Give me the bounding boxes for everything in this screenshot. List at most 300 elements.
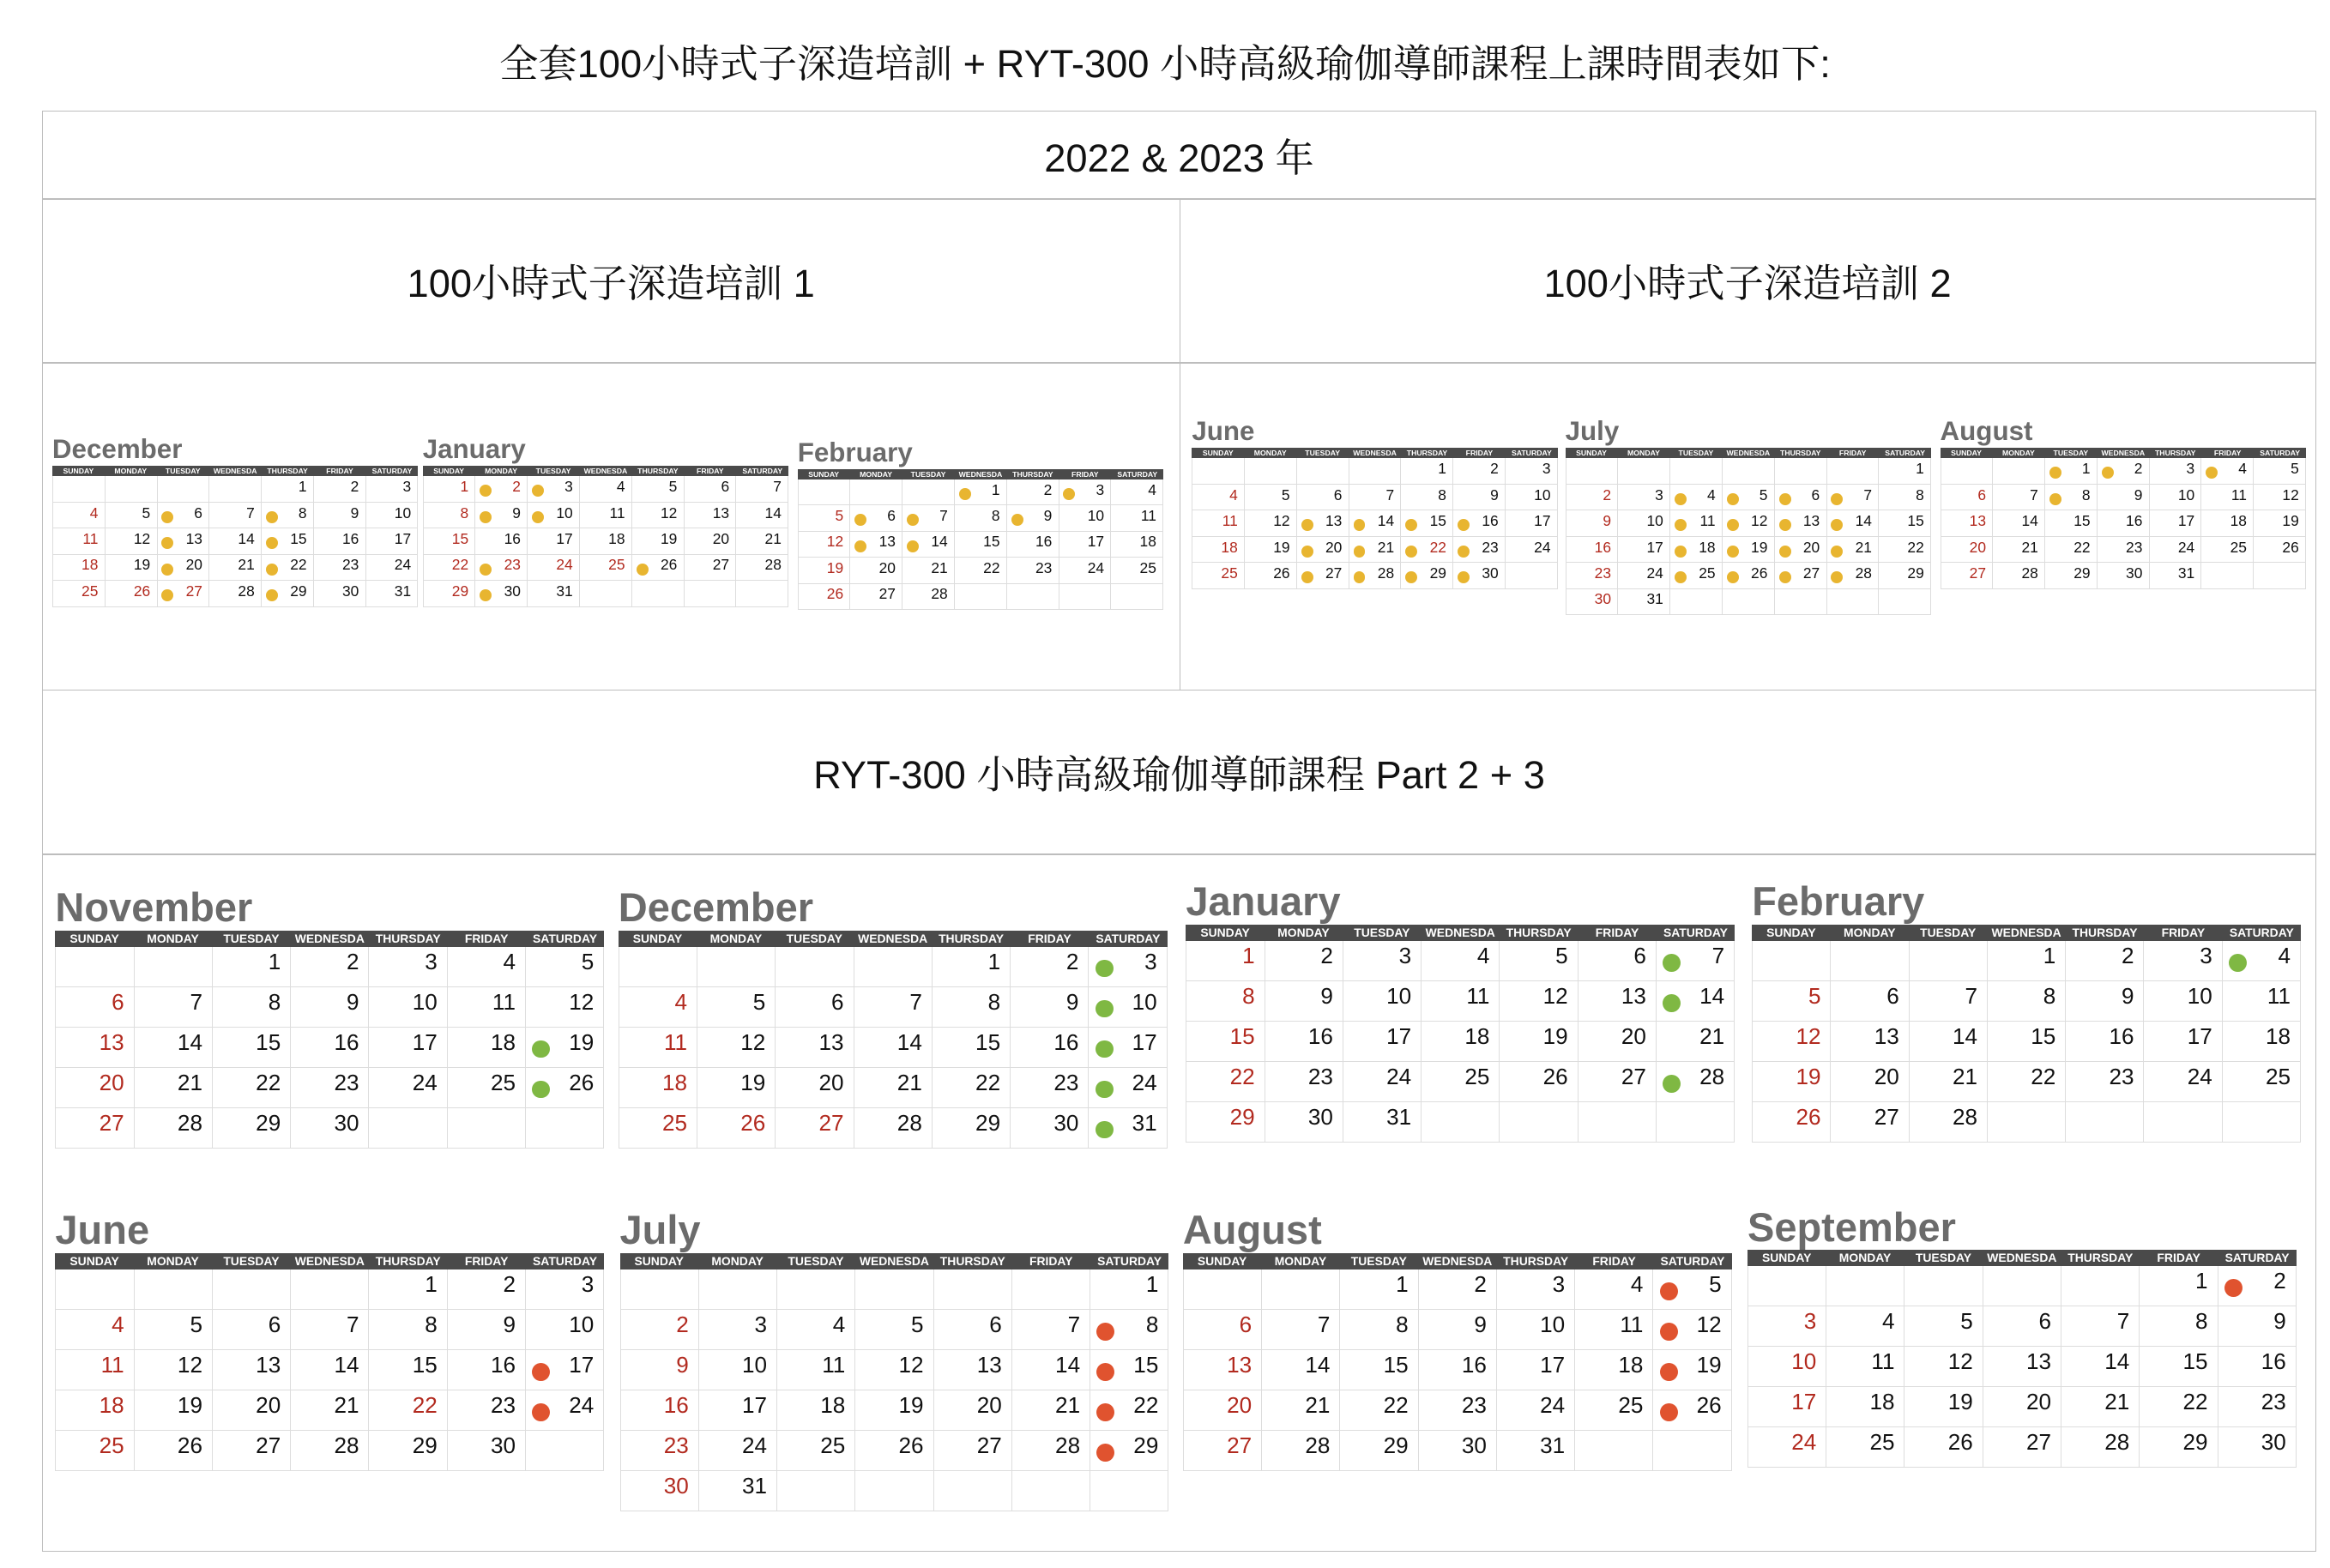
day-number: 27 <box>1969 564 1987 582</box>
day-number: 16 <box>504 529 521 547</box>
day-number: 22 <box>1133 1391 1159 1418</box>
day-cell <box>56 1310 134 1350</box>
day-number: 19 <box>2282 512 2299 530</box>
divider <box>1180 198 1181 690</box>
day-number: 19 <box>740 1069 766 1095</box>
day-cell <box>855 1350 933 1390</box>
day-cell <box>621 1310 699 1350</box>
day-number: 2 <box>1043 480 1053 498</box>
day-number: 23 <box>490 1391 516 1418</box>
day-number: 23 <box>2109 1063 2134 1089</box>
weekday-label: SATURDAY <box>1663 925 1728 939</box>
day-cell <box>2140 1427 2218 1468</box>
day-number: 8 <box>2043 982 2056 1009</box>
day-number: 24 <box>412 1069 438 1095</box>
day-cell <box>213 1108 291 1149</box>
day-cell <box>213 1350 291 1390</box>
day-cell <box>1575 1431 1653 1471</box>
weekday-label: THURSDAY <box>375 931 441 945</box>
weekday-label: TUESDAY <box>1678 449 1714 458</box>
day-number: 18 <box>1618 1351 1644 1378</box>
weekday-header <box>1752 925 2301 941</box>
day-cell <box>213 987 291 1028</box>
day-cell <box>1993 563 2045 588</box>
day-number: 14 <box>1377 512 1395 530</box>
day-number: 21 <box>1699 1022 1725 1049</box>
day-cell <box>1575 1310 1653 1350</box>
day-cell <box>1578 1102 1657 1143</box>
day-number: 17 <box>412 1028 438 1055</box>
day-number: 22 <box>1229 1063 1255 1089</box>
month-calendar <box>798 439 1164 610</box>
weekday-label: FRIDAY <box>326 467 353 476</box>
day-number: 23 <box>1594 564 1612 582</box>
day-cell <box>2066 1062 2144 1102</box>
day-number: 29 <box>256 1109 281 1136</box>
day-number: 7 <box>1317 1311 1331 1337</box>
day-number: 13 <box>1227 1351 1253 1378</box>
yellow-dot-icon <box>907 540 919 552</box>
day-number: 1 <box>460 478 469 496</box>
day-cell <box>1262 1269 1340 1310</box>
weekday-label: SUNDAY <box>1951 449 1982 458</box>
day-cell <box>902 584 955 610</box>
day-cell <box>369 947 447 987</box>
day-cell <box>685 476 737 502</box>
day-number: 4 <box>616 478 625 496</box>
day-number: 19 <box>1947 1389 1973 1415</box>
day-number: 26 <box>1542 1063 1568 1089</box>
day-cell <box>1419 1350 1497 1390</box>
day-cell <box>1879 589 1931 615</box>
day-number: 26 <box>569 1069 595 1095</box>
day-number: 28 <box>1855 564 1872 582</box>
weekday-label: MONDAY <box>1838 1251 1892 1265</box>
day-cell <box>291 1028 369 1068</box>
day-number: 24 <box>569 1391 595 1418</box>
day-number: 26 <box>898 1432 924 1458</box>
day-number: 28 <box>1305 1432 1331 1458</box>
day-number: 10 <box>742 1351 768 1378</box>
day-cell <box>1343 981 1422 1022</box>
day-cell <box>1826 1387 1904 1427</box>
day-cell <box>1184 1269 1262 1310</box>
day-cell <box>1419 1431 1497 1471</box>
day-number: 23 <box>504 556 521 574</box>
day-number: 27 <box>712 556 730 574</box>
yellow-dot-icon <box>1779 493 1791 505</box>
weekday-label: MONDAY <box>485 467 517 476</box>
day-cell <box>699 1269 777 1310</box>
day-cell <box>1723 458 1775 484</box>
day-cell <box>1910 981 1988 1022</box>
day-cell <box>53 555 106 581</box>
weekday-label: FRIDAY <box>2161 925 2206 939</box>
day-cell <box>1089 1108 1167 1149</box>
day-cell <box>1497 1431 1575 1471</box>
day-number: 19 <box>898 1391 924 1418</box>
day-number: 5 <box>911 1311 924 1337</box>
day-cell <box>526 1310 604 1350</box>
day-number: 13 <box>1325 512 1343 530</box>
day-cell <box>424 503 476 528</box>
day-cell <box>2066 941 2144 981</box>
day-number: 21 <box>764 529 782 547</box>
day-cell <box>1111 558 1163 583</box>
day-cell <box>2218 1427 2297 1468</box>
day-cell <box>56 947 134 987</box>
day-cell <box>621 1269 699 1310</box>
day-number: 14 <box>238 529 255 547</box>
day-cell <box>1775 458 1827 484</box>
day-cell <box>1186 941 1265 981</box>
day-cell <box>262 581 314 606</box>
day-number: 4 <box>1706 485 1716 504</box>
day-cell <box>448 1269 526 1310</box>
day-number: 24 <box>1540 1391 1566 1418</box>
day-cell <box>1910 1062 1988 1102</box>
day-cell <box>2144 1102 2222 1143</box>
day-cell <box>1012 1310 1090 1350</box>
day-number: 25 <box>1139 558 1156 576</box>
day-cell <box>1910 941 1988 981</box>
weekday-label: FRIDAY <box>1838 449 1867 458</box>
day-cell <box>2254 485 2306 510</box>
day-cell <box>2201 537 2254 563</box>
day-number: 2 <box>676 1311 689 1337</box>
day-cell <box>262 476 314 502</box>
day-cell <box>2254 563 2306 588</box>
day-number: 12 <box>177 1351 202 1378</box>
day-cell <box>777 1431 855 1471</box>
day-cell <box>2201 563 2254 588</box>
day-cell <box>1500 1062 1578 1102</box>
month-name: February <box>1752 878 1925 925</box>
day-number: 21 <box>238 556 255 574</box>
day-number: 1 <box>298 478 307 496</box>
day-cell <box>1419 1310 1497 1350</box>
month-calendar <box>55 884 604 1149</box>
yellow-dot-icon <box>1354 519 1366 531</box>
day-grid <box>620 1269 1169 1511</box>
weekday-label: MONDAY <box>1627 449 1660 458</box>
day-cell <box>1265 1062 1343 1102</box>
day-number: 20 <box>878 558 896 576</box>
day-cell <box>621 1431 699 1471</box>
day-cell <box>106 476 158 502</box>
day-cell <box>526 1068 604 1108</box>
day-number: 21 <box>1377 538 1395 556</box>
weekday-label: THURSDAY <box>1503 1253 1569 1268</box>
day-number: 20 <box>256 1391 281 1418</box>
weekday-label: SUNDAY <box>1761 1251 1812 1265</box>
day-cell <box>933 987 1011 1028</box>
day-number: 9 <box>2273 1308 2286 1335</box>
red-dot-icon <box>532 1363 550 1381</box>
day-cell <box>1011 1028 1089 1068</box>
red-dot-icon <box>1660 1363 1678 1381</box>
red-dot-icon <box>1096 1323 1114 1341</box>
day-cell <box>424 555 476 581</box>
day-cell <box>685 581 737 606</box>
day-number: 13 <box>2026 1348 2052 1375</box>
day-number: 14 <box>1305 1351 1331 1378</box>
month-calendar <box>1752 878 2301 1143</box>
day-cell <box>2223 981 2301 1022</box>
yellow-dot-icon <box>1354 546 1366 558</box>
day-number: 27 <box>1325 564 1343 582</box>
day-cell <box>2045 563 2098 588</box>
yellow-dot-icon <box>1301 571 1313 583</box>
day-cell <box>799 505 851 531</box>
day-number: 15 <box>983 533 1000 551</box>
day-cell <box>1653 1310 1731 1350</box>
day-number: 31 <box>1540 1432 1566 1458</box>
day-number: 2 <box>1603 485 1612 504</box>
weekday-label: FRIDAY <box>697 467 724 476</box>
day-cell <box>291 987 369 1028</box>
day-cell <box>697 1028 776 1068</box>
red-dot-icon <box>1660 1403 1678 1421</box>
day-cell <box>1111 479 1163 505</box>
day-number: 28 <box>896 1109 922 1136</box>
weekday-label: WEDNESDA <box>2101 449 2146 458</box>
day-cell <box>933 1028 1011 1068</box>
day-cell <box>448 1068 526 1108</box>
yellow-dot-icon <box>637 564 649 576</box>
day-number: 9 <box>350 504 359 522</box>
day-cell <box>1090 1310 1168 1350</box>
day-cell <box>955 584 1007 610</box>
month-name: August <box>1182 1207 1322 1253</box>
day-cell <box>736 503 788 528</box>
day-number: 25 <box>1221 564 1238 582</box>
day-number: 2 <box>512 478 521 496</box>
day-cell <box>526 987 604 1028</box>
day-grid <box>1748 1266 2297 1468</box>
day-number: 17 <box>2187 1022 2212 1049</box>
day-number: 18 <box>81 556 99 574</box>
day-cell <box>736 476 788 502</box>
day-number: 19 <box>133 556 151 574</box>
day-number: 15 <box>290 529 307 547</box>
day-cell <box>1575 1350 1653 1390</box>
day-cell <box>53 581 106 606</box>
day-number: 7 <box>1711 942 1725 968</box>
day-number: 30 <box>1482 564 1499 582</box>
day-number: 20 <box>1874 1063 1899 1089</box>
day-number: 8 <box>991 507 1000 525</box>
green-dot-icon <box>1663 1075 1681 1093</box>
day-cell <box>56 1431 134 1471</box>
day-cell <box>2144 1062 2222 1102</box>
red-dot-icon <box>532 1403 550 1421</box>
day-number: 3 <box>402 478 412 496</box>
day-number: 3 <box>1542 460 1551 478</box>
day-number: 24 <box>1132 1069 1157 1095</box>
day-number: 14 <box>896 1028 922 1055</box>
day-cell <box>314 528 366 554</box>
day-cell <box>619 987 697 1028</box>
day-number: 26 <box>1947 1429 1973 1456</box>
day-cell <box>1657 1102 1735 1143</box>
day-number: 19 <box>660 529 678 547</box>
month-name: November <box>55 884 253 931</box>
weekday-label: FRIDAY <box>2157 1251 2200 1265</box>
day-cell <box>1497 1269 1575 1310</box>
day-number: 5 <box>142 504 151 522</box>
day-number: 17 <box>2177 512 2195 530</box>
day-cell <box>424 528 476 554</box>
yellow-dot-icon <box>1779 519 1791 531</box>
day-number: 5 <box>1281 485 1290 504</box>
day-cell <box>1983 1387 2061 1427</box>
day-cell <box>1401 485 1453 510</box>
day-cell <box>1723 589 1775 615</box>
day-cell <box>291 1310 369 1350</box>
day-number: 12 <box>826 533 844 551</box>
day-number: 29 <box>975 1109 1001 1136</box>
day-number: 28 <box>1055 1432 1081 1458</box>
month-name: July <box>1565 416 1620 447</box>
day-number: 20 <box>99 1069 124 1095</box>
day-grid <box>1752 941 2301 1143</box>
day-cell <box>1297 510 1349 536</box>
day-cell <box>1988 1022 2066 1062</box>
day-number: 3 <box>425 948 438 974</box>
day-cell <box>2061 1387 2140 1427</box>
day-cell <box>526 1269 604 1310</box>
day-number: 6 <box>1633 942 1646 968</box>
day-number: 26 <box>177 1432 202 1458</box>
day-number: 9 <box>1320 982 1333 1009</box>
day-number: 20 <box>1227 1391 1253 1418</box>
day-cell <box>697 947 776 987</box>
day-number: 22 <box>2073 538 2091 556</box>
day-cell <box>1059 479 1112 505</box>
day-number: 23 <box>1035 558 1053 576</box>
yellow-dot-icon <box>2049 467 2061 479</box>
day-number: 24 <box>1534 538 1551 556</box>
day-cell <box>106 528 158 554</box>
day-number: 20 <box>712 529 730 547</box>
day-cell <box>902 532 955 558</box>
day-cell <box>699 1431 777 1471</box>
day-number: 22 <box>983 558 1000 576</box>
day-cell <box>369 1431 447 1471</box>
weekday-label: TUESDAY <box>910 469 946 479</box>
day-number: 28 <box>238 582 255 600</box>
weekday-header <box>1748 1250 2297 1266</box>
day-number: 7 <box>246 504 255 522</box>
day-cell <box>1775 510 1827 536</box>
day-cell <box>1012 1471 1090 1511</box>
day-cell <box>1453 485 1506 510</box>
day-cell <box>1340 1269 1418 1310</box>
day-number: 26 <box>660 556 678 574</box>
day-cell <box>1192 458 1245 484</box>
day-number: 27 <box>1874 1103 1899 1130</box>
day-number: 12 <box>1273 512 1290 530</box>
day-cell <box>1506 563 1558 588</box>
day-number: 23 <box>2261 1389 2286 1415</box>
weekday-label: FRIDAY <box>1592 1253 1636 1268</box>
day-number: 2 <box>1065 948 1079 974</box>
yellow-dot-icon <box>1458 519 1470 531</box>
day-cell <box>1670 485 1723 510</box>
day-number: 24 <box>1791 1429 1817 1456</box>
day-cell <box>2045 537 2098 563</box>
day-number: 25 <box>99 1432 124 1458</box>
day-cell <box>1618 458 1670 484</box>
day-number: 25 <box>490 1069 516 1095</box>
day-cell <box>1012 1390 1090 1431</box>
day-cell <box>1566 510 1619 536</box>
day-cell <box>1775 537 1827 563</box>
day-cell <box>1262 1390 1340 1431</box>
month-name: January <box>1186 878 1341 925</box>
yellow-dot-icon <box>1779 571 1791 583</box>
day-number: 6 <box>268 1311 281 1337</box>
day-number: 11 <box>1620 1311 1644 1337</box>
day-number: 21 <box>2021 538 2038 556</box>
day-cell <box>736 581 788 606</box>
yellow-dot-icon <box>1301 519 1313 531</box>
day-cell <box>776 987 854 1028</box>
day-number: 15 <box>1383 1351 1409 1378</box>
weekday-label: MONDAY <box>1253 449 1287 458</box>
day-number: 29 <box>2073 564 2091 582</box>
weekday-label: WEDNESDA <box>294 931 365 945</box>
day-number: 22 <box>451 556 469 574</box>
day-cell <box>697 1108 776 1149</box>
day-cell <box>1011 1068 1089 1108</box>
weekday-label: TUESDAY <box>165 467 201 476</box>
green-dot-icon <box>1096 1121 1114 1139</box>
day-cell <box>1506 458 1558 484</box>
day-cell <box>158 555 210 581</box>
month-calendar <box>1192 418 1558 588</box>
weekday-label: FRIDAY <box>464 1253 509 1268</box>
day-number: 17 <box>1646 538 1663 556</box>
day-cell <box>1506 537 1558 563</box>
day-number: 11 <box>822 1351 846 1378</box>
day-number: 19 <box>1751 538 1768 556</box>
weekday-label: TUESDAY <box>1354 925 1410 939</box>
day-cell <box>1753 1062 1831 1102</box>
day-cell <box>1111 505 1163 531</box>
day-number: 3 <box>1803 1308 1817 1335</box>
day-number: 21 <box>896 1069 922 1095</box>
day-cell <box>448 987 526 1028</box>
day-number: 17 <box>742 1391 768 1418</box>
yellow-dot-icon <box>1301 546 1313 558</box>
day-number: 14 <box>931 533 948 551</box>
day-number: 1 <box>1438 460 1446 478</box>
weekday-label: SATURDAY <box>533 1253 597 1268</box>
day-cell <box>213 1310 291 1350</box>
day-cell <box>1983 1266 2061 1306</box>
day-number: 12 <box>1542 982 1568 1009</box>
yellow-dot-icon <box>2102 467 2114 479</box>
day-cell <box>1349 510 1402 536</box>
day-cell <box>632 555 685 581</box>
day-cell <box>1983 1306 2061 1347</box>
day-cell <box>736 555 788 581</box>
day-cell <box>632 581 685 606</box>
day-number: 12 <box>133 529 151 547</box>
weekday-label: SATURDAY <box>1660 1253 1725 1268</box>
